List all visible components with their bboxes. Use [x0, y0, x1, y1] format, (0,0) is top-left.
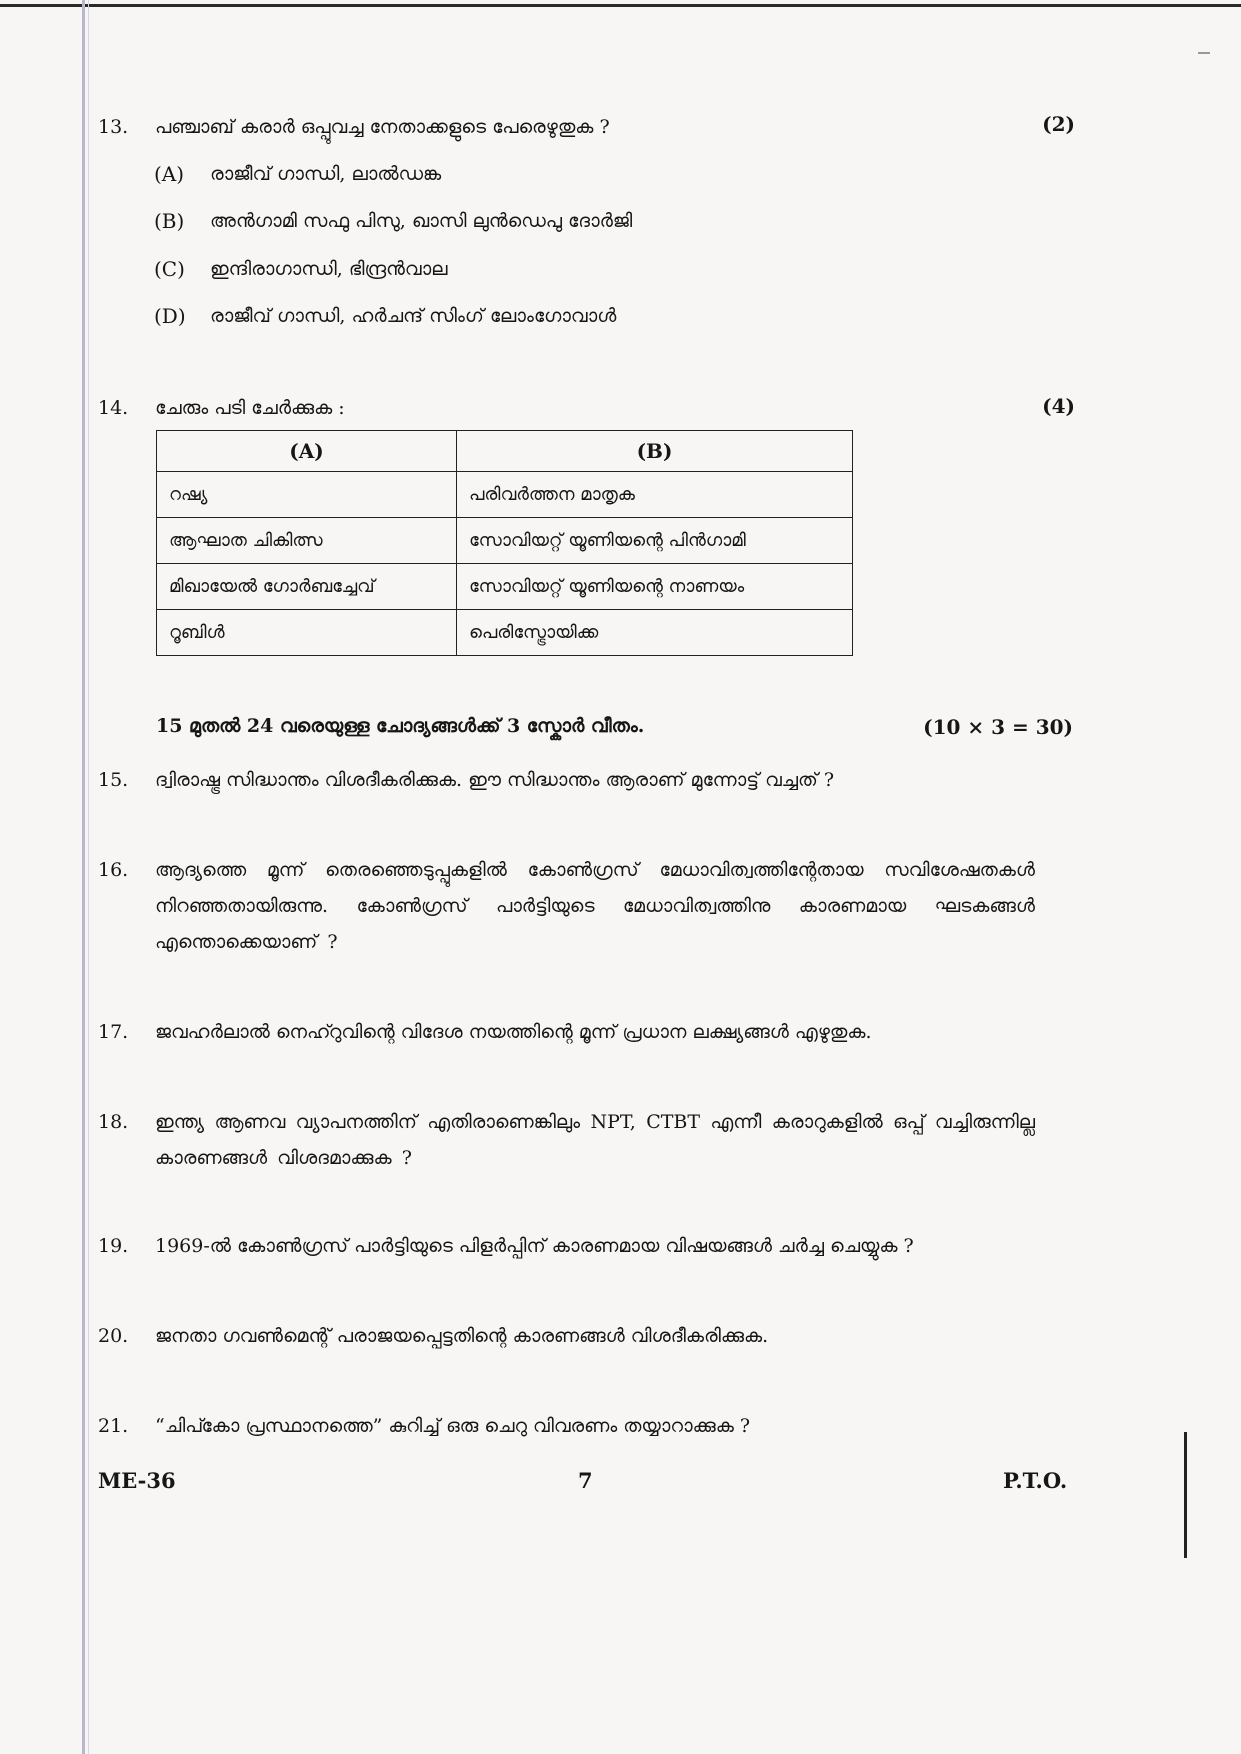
table-cell-b: സോവിയറ്റ് യൂണിയന്റെ നാണയം — [457, 564, 853, 610]
option-label: (C) — [154, 257, 185, 281]
page-number: 7 — [578, 1468, 593, 1493]
table-row — [157, 518, 853, 564]
match-table — [156, 430, 853, 656]
table-row — [157, 564, 853, 610]
table-cell-a: മിഖായേൽ ഗോർബച്ചേവ് — [157, 564, 457, 610]
table-cell-a: ആഘാത ചികിത്സ — [157, 518, 457, 564]
option-text: രാജീവ് ഗാന്ധി, ഹർചന്ദ് സിംഗ് ലോംഗോവാൾ — [210, 305, 617, 327]
question-number: 21. — [98, 1415, 129, 1437]
option-label: (D) — [154, 304, 186, 328]
table-row — [157, 472, 853, 518]
question-text: ജവഹർലാൽ നെഹ്റുവിന്റെ വിദേശ നയത്തിന്റെ മൂന്ന് പ്രധാന ലക്ഷ്യങ്ങൾ എഴുതുക. — [155, 1021, 872, 1043]
option-label: (A) — [154, 162, 185, 186]
question-number: 17. — [98, 1021, 129, 1043]
scan-edge-right — [1184, 1432, 1187, 1558]
question-text: ആദ്യത്തെ മൂന്ന് തെരഞ്ഞെടുപ്പുകളിൽ കോൺഗ്രസ് മേധാവിത്വത്തിന്റേതായ സവിശേഷതകൾ നിറഞ്ഞതായിരുന്നു. കോൺഗ്രസ് പാർട്ടിയുടെ മേധാവിത്വത്തിനു കാരണമായ ഘടകങ്ങൾ എന്തൊക്കെയാണ് ? — [155, 859, 1035, 953]
table-cell-a: റഷ്യ — [157, 472, 457, 518]
question-number: 14. — [98, 397, 129, 419]
question-13-marks: (2) — [1042, 112, 1075, 136]
scan-margin-line-faint — [88, 0, 89, 1754]
option-text: ഇന്ദിരാഗാന്ധി, ഭിന്ദ്രൻവാല — [210, 258, 448, 280]
section-marks: (10 × 3 = 30) — [923, 715, 1073, 739]
table-header-row — [157, 431, 853, 472]
question-14-marks: (4) — [1042, 394, 1075, 418]
scan-edge-top — [0, 4, 1241, 7]
option-text: രാജീവ് ഗാന്ധി, ലാൽഡങ്ക — [210, 163, 442, 185]
question-number: 16. — [98, 859, 129, 881]
paper-code: ME-36 — [98, 1468, 176, 1493]
table-row — [157, 610, 853, 656]
question-number: 19. — [98, 1235, 129, 1257]
column-header-b: (B) — [457, 431, 853, 472]
option-label: (B) — [154, 209, 185, 233]
please-turn-over: P.T.O. — [1003, 1468, 1068, 1493]
question-text: ഇന്ത്യ ആണവ വ്യാപനത്തിന് എതിരാണെങ്കിലും NPT, CTBT എന്നീ കരാറുകളിൽ ഒപ്പ് വച്ചിരുന്നില്ല കാരണങ്ങൾ വിശദമാക്കുക ? — [155, 1111, 1035, 1169]
column-header-a: (A) — [157, 431, 457, 472]
question-number: 20. — [98, 1325, 129, 1347]
scan-mark — [1198, 52, 1210, 54]
question-number: 15. — [98, 769, 129, 791]
table-cell-b: സോവിയറ്റ് യൂണിയന്റെ പിൻഗാമി — [457, 518, 853, 564]
question-number: 13. — [98, 116, 129, 138]
question-text: ജനതാ ഗവൺമെന്റ് പരാജയപ്പെട്ടതിന്റെ കാരണങ്ങൾ വിശദീകരിക്കുക. — [155, 1325, 769, 1347]
question-number: 18. — [98, 1111, 129, 1133]
question-text: 1969-ൽ കോൺഗ്രസ് പാർട്ടിയുടെ പിളർപ്പിന് കാരണമായ വിഷയങ്ങൾ ചർച്ച ചെയ്യുക ? — [155, 1235, 914, 1257]
table-cell-a: റൂബിൾ — [157, 610, 457, 656]
question-text: ചേരും പടി ചേർക്കുക : — [155, 397, 345, 419]
table-cell-b: പെരിസ്ട്രോയിക്ക — [457, 610, 853, 656]
question-text: “ചിപ്കോ പ്രസ്ഥാനത്തെ” കുറിച്ച് ഒരു ചെറു വിവരണം തയ്യാറാക്കുക ? — [155, 1415, 751, 1437]
question-text: പഞ്ചാബ് കരാർ ഒപ്പുവച്ച നേതാക്കളുടെ പേരെഴുതുക ? — [155, 116, 610, 138]
question-text: ദ്വിരാഷ്ട്ര സിദ്ധാന്തം വിശദീകരിക്കുക. ഈ സിദ്ധാന്തം ആരാണ് മുന്നോട്ട് വച്ചത് ? — [155, 769, 835, 791]
scan-margin-line — [82, 0, 85, 1754]
section-heading: 15 മുതൽ 24 വരെയുള്ള ചോദ്യങ്ങൾക്ക് 3 സ്കോർ വീതം. — [156, 715, 645, 737]
table-cell-b: പരിവർത്തന മാതൃക — [457, 472, 853, 518]
option-text: അൻഗാമി സഫു പിസു, ഖാസി ലുൻഡെപു ദോർജി — [210, 210, 633, 232]
